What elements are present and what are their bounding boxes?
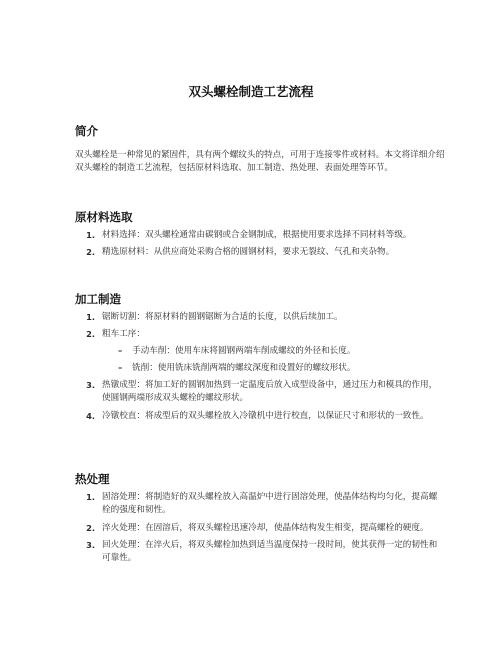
dash-bullet: – [118,345,123,356]
list-number: 2. [86,329,95,340]
list-item-text: 热镦成型：将加工好的圆钢加热到一定温度后放入成型设备中，通过压力和模具的作用，使圆钢两端形成双头螺栓的螺纹形状。 [102,380,438,404]
list-item [75,229,445,242]
section-intro [75,124,445,176]
intro-paragraph: 双头螺栓是一种常见的紧固件，具有两个螺纹头的特点，可用于连接零件或材料。本文将详细介绍双头螺栓的制造工艺流程，包括原材料选取、加工制造、热处理、表面处理等环节。 [75,150,445,174]
list-number: 2. [86,522,95,533]
list-item-text: 固溶处理：将制造好的双头螺栓放入高温炉中进行固溶处理，使晶体结构均匀化，提高螺栓的强度和韧性。 [102,492,438,516]
sub-list-item-text: 手动车削：使用车床将圆钢两端车削成螺纹的外径和长度。 [132,345,356,356]
sub-list-item-text: 铣削：使用铣床铣削两端的螺纹深度和设置好的螺纹形状。 [132,362,356,373]
list-item [75,410,445,423]
section-heading-materials: 原材料选取 [75,210,133,224]
sub-list-item [102,345,445,358]
list-item [75,522,445,535]
list-number: 1. [86,230,95,240]
section-materials [75,210,445,264]
processing-list [75,311,445,423]
dash-bullet: – [118,362,123,373]
list-number: 1. [86,492,95,502]
list-number: 1. [86,312,95,322]
list-item [75,246,445,259]
list-item [75,328,445,375]
list-item-text: 材料选择：双头螺栓通常由碳钢或合金钢制成，根据使用要求选择不同材料等级。 [102,230,412,240]
rough-turning-sublist [102,345,445,376]
section-heading-intro: 简介 [75,124,98,138]
list-item-text: 冷镦校直：将成型后的双头螺栓放入冷镦机中进行校直，以保证尺寸和形状的一致性。 [102,410,429,421]
section-processing [75,292,445,427]
list-number: 2. [86,247,95,258]
materials-list [75,229,445,260]
sub-list-item [102,362,445,375]
list-item-text: 回火处理：在淬火后，将双头螺栓加热到适当温度保持一段时间，使其获得一定的韧性和可靠性。 [102,539,438,564]
list-number: 3. [86,380,95,391]
list-item [75,311,445,324]
list-number: 3. [86,539,95,550]
list-item-text: 锯断切割：将原材料的圆钢锯断为合适的长度，以供后续加工。 [102,312,343,322]
list-item [75,379,445,406]
list-item [75,491,445,518]
list-item-text: 淬火处理：在固溶后，将双头螺栓迅速冷却，使晶体结构发生相变，提高螺栓的硬度。 [102,522,429,533]
page-title: 双头螺栓制造工艺流程 [188,84,314,99]
list-item [75,539,445,566]
list-number: 4. [86,410,95,421]
heat-treatment-list [75,491,445,565]
list-item-text: 粗车工序： [102,329,145,340]
section-heading-processing: 加工制造 [75,292,121,306]
list-item-text: 精选原材料：从供应商处采购合格的圆钢材料，要求无裂纹、气孔和夹杂物。 [102,247,395,258]
section-heat-treatment [75,472,445,569]
section-heading-heat-treatment: 热处理 [75,472,110,486]
